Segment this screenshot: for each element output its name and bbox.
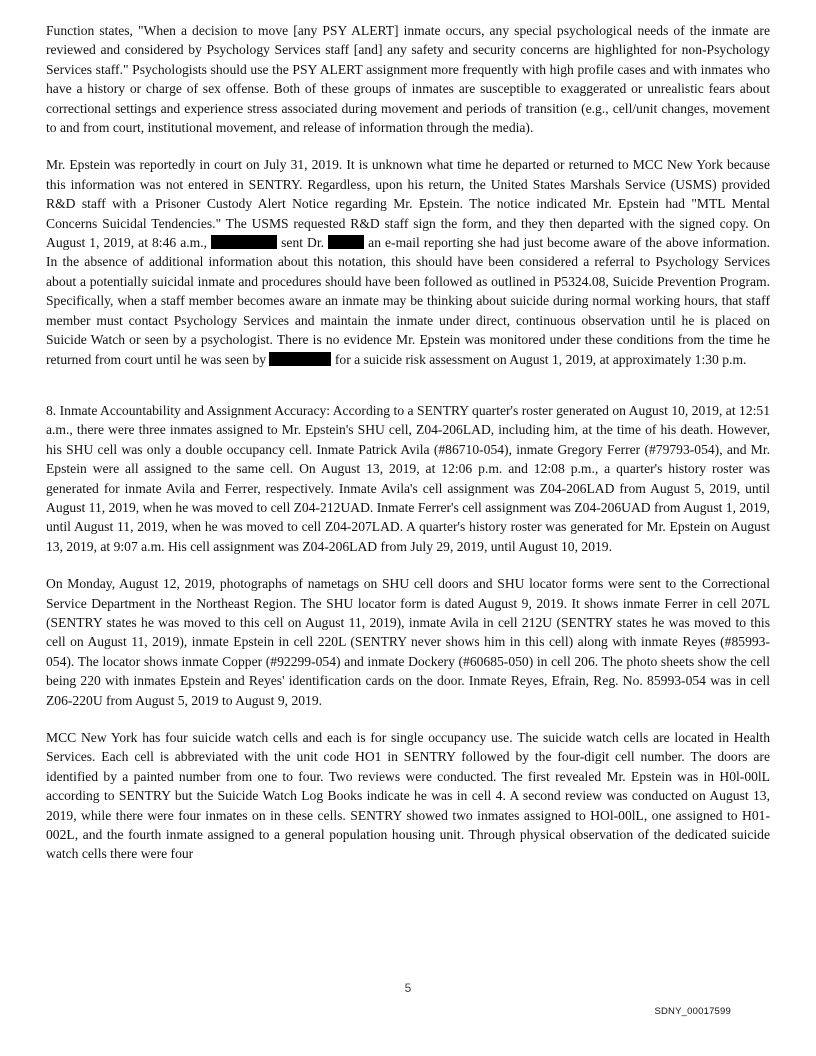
bates-number: SDNY_00017599 — [654, 1006, 731, 1017]
paragraph-court-return-part-1: Mr. Epstein was reportedly in court on July 31, 2019. It is unknown what time he departed or returned to MCC New York because this information was not entered in SENTRY. Regardless, upon his return, the United States Marshals Service (USMS) provided R&D staff with a Prisoner Custody Alert Notice regarding Mr. Epstein. The notice indicated Mr. Epstein had "MTL Mental Concerns Suicidal Tendencies." The USMS requested R&D staff sign the form, and they then departed with the signed copy. On August 1, 2019, at 8:46 a.m., — [46, 157, 770, 251]
paragraph-court-return-part-3: an e-mail reporting she had just become aware of the above information. In the absence of additional information about this notation, this should have been considered a referral to Psychology Services about a potentially suicidal inmate and procedures should have been followed as outlined in P5324.08, Suicide Prevention Program. Specifically, when a staff member becomes aware an inmate may be thinking about suicide during normal working hours, that staff member must contact Psychology Services and maintain the inmate under direct, continuous observation until he is placed on Suicide Watch or seen by a psychologist. There is no evidence Mr. Epstein was monitored under these conditions from the time he returned from court until he was seen by — [46, 235, 770, 367]
redaction-block — [211, 235, 277, 249]
paragraph-inmate-accountability: 8. Inmate Accountability and Assignment Accuracy: According to a SENTRY quarter's roster generated on August 10, 2019, at 12:51 a.m., there were three inmates assigned to Mr. Epstein's SHU cell, Z04-206LAD, including him, at the time of his death. However, his SHU cell was only a double occupancy cell. Inmate Patrick Avila (#86710-054), inmate Gregory Ferrer (#79793-054), and Mr. Epstein were all assigned to the same cell. On August 13, 2019, at 12:06 p.m. and 12:08 p.m., a quarter's history roster was generated for inmate Avila and Ferrer, respectively. Inmate Avila's cell assignment was Z04-206LAD from August 5, 2019, until August 11, 2019, when he was moved to cell Z04-212UAD. Inmate Ferrer's cell assignment was Z04-206UAD from August 1, 2019, until August 11, 2019, when he was moved to cell Z04-207LAD. A quarter's history roster was generated for Mr. Epstein on August 13, 2019, at 9:07 a.m. His cell assignment was Z04-206LAD from July 29, 2019, until August 10, 2019. — [46, 402, 770, 554]
paragraph-suicide-watch-cells: MCC New York has four suicide watch cells and each is for single occupancy use. The suicide watch cells are located in Health Services. Each cell is abbreviated with the unit code HO1 in SENTRY followed by the four-digit cell number. The doors are identified by a painted number from one to four. Two reviews were conducted. The first revealed Mr. Epstein was in H0l-00lL according to SENTRY but the Suicide Watch Log Books indicate he was in cell 4. A second review was conducted on August 13, 2019, while there were four inmates on in these cells. SENTRY showed two inmates assigned to HOl-00lL, one assigned to H01-002L, and the fourth inmate assigned to a general population housing unit. Through physical observation of the dedicated suicide watch cells there were four — [46, 730, 770, 862]
redaction-block — [269, 352, 331, 366]
paragraph-court-return — [46, 155, 770, 368]
paragraph-court-return-part-4: for a suicide risk assessment on August 1, 2019, at approximately 1:30 p.m. — [334, 351, 747, 367]
paragraph-nametag-photographs: On Monday, August 12, 2019, photographs of nametags on SHU cell doors and SHU locator forms were sent to the Correctional Service Department in the Northeast Region. The SHU locator form is dated August 9, 2019. It shows inmate Ferrer in cell 207L (SENTRY states he was moved to this cell on August 11, 2019), inmate Avila in cell 212U (SENTRY states he was moved to this cell on August 11, 2019), inmate Epstein in cell 220L (SENTRY never shows him in this cell) along with inmate Reyes (#85993- 054). The locator shows inmate Copper (#92299-054) and inmate Dockery (#60685-050) in cell 206. The photo sheets show the cell being 220 with inmates Epstein and Reyes' identification cards on the door. Inmate Reyes, Efrain, Reg. No. 85993-054 was in cell Z06-220U from August 5, 2019 to August 9, 2019. — [46, 576, 770, 708]
redaction-block — [328, 235, 364, 249]
paragraph-psy-alert: Function states, "When a decision to move [any PSY ALERT] inmate occurs, any special psychological needs of the inmate are reviewed and considered by Psychology Services staff [and] any safety and security concerns are highlighted for non-Psychology Services staff." Psychologists should use the PSY ALERT assignment more frequently with high profile cases and with inmates who have a history or charge of sex offense. Both of these groups of inmates are susceptible to exaggerated or unrealistic fears about correctional settings and experience stress associated during movement and periods of transition (e.g., cell/unit changes, movement to and from court, institutional movement, and release of information through the media). — [46, 23, 770, 136]
document-body — [46, 21, 770, 882]
page-number: 5 — [404, 981, 412, 995]
paragraph-court-return-part-2: sent Dr. — [281, 235, 325, 251]
